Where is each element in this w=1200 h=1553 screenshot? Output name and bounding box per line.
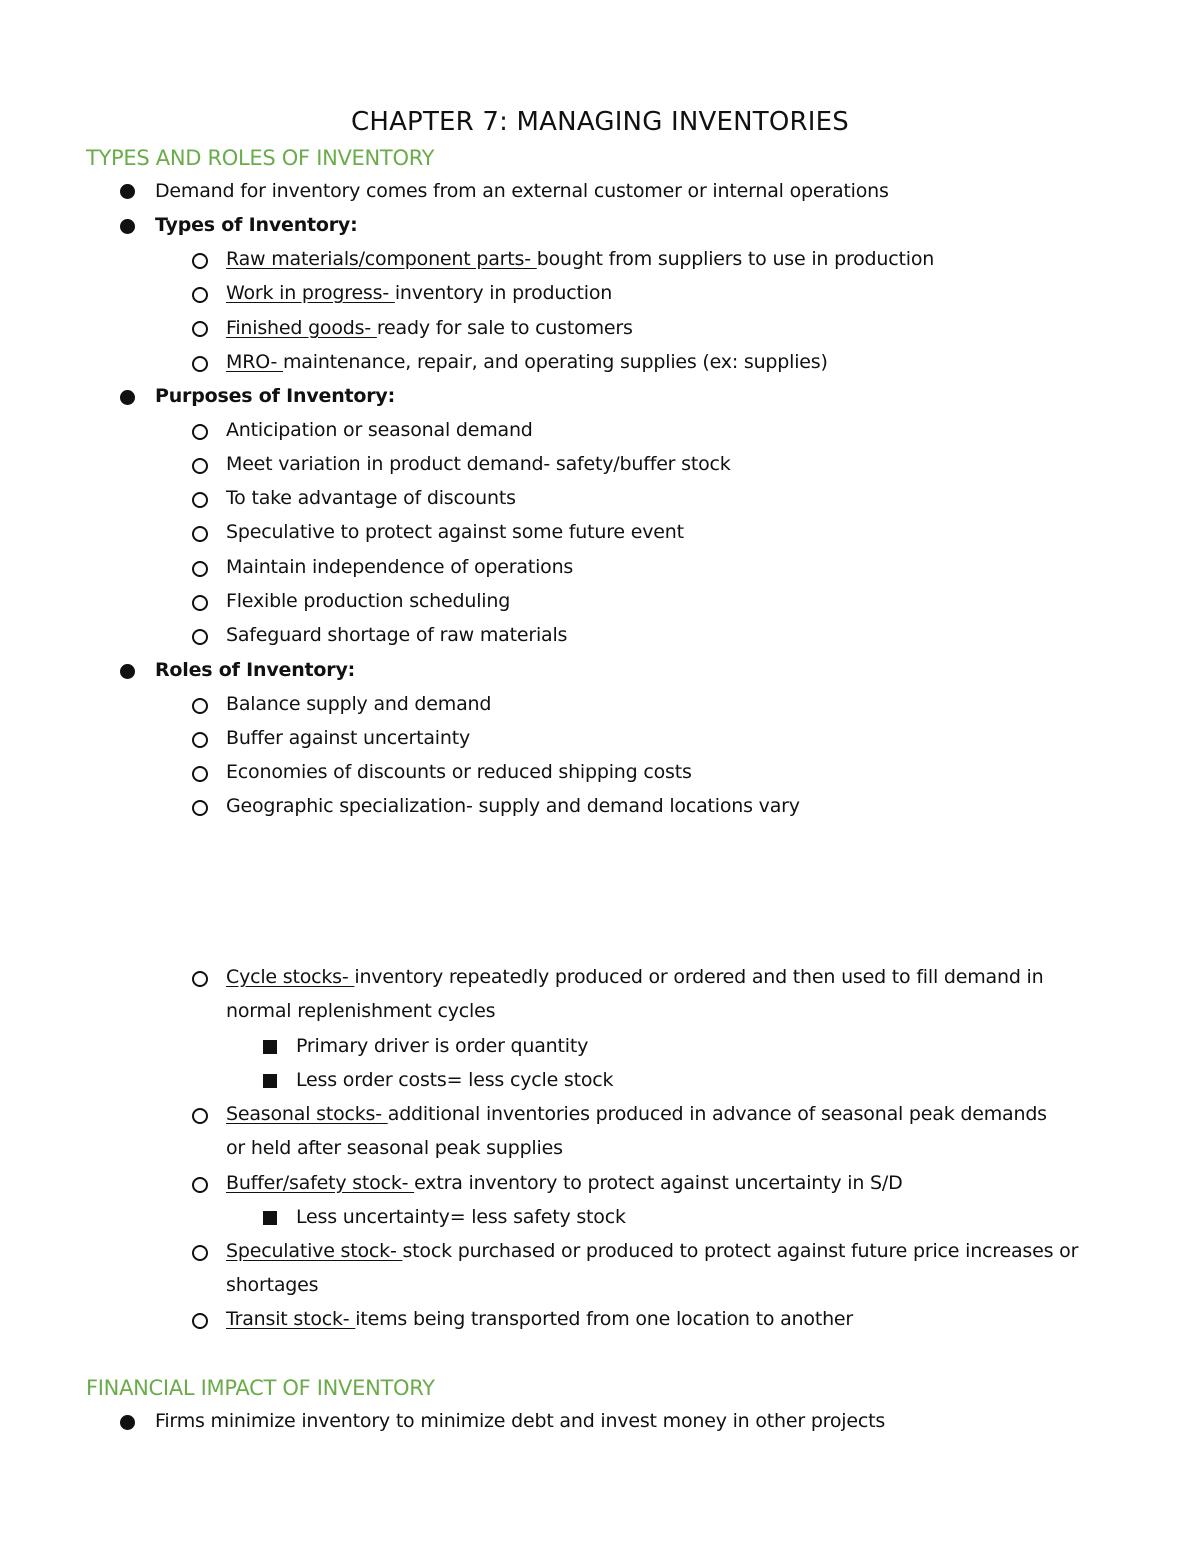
desc: additional inventories produced in advance of seasonal peak demands — [387, 1103, 1047, 1125]
list-item: Economies of discounts or reduced shipping costs — [226, 761, 692, 783]
bullet-icon — [120, 390, 135, 405]
list-item — [226, 348, 828, 376]
list-item: Buffer against uncertainty — [226, 727, 470, 749]
circle-bullet-icon — [192, 424, 208, 440]
bullet-icon — [120, 219, 135, 234]
desc: bought from suppliers to use in production — [536, 248, 935, 270]
circle-bullet-icon — [192, 356, 208, 372]
circle-bullet-icon — [192, 800, 208, 816]
circle-bullet-icon — [192, 766, 208, 782]
financial-bullet: Firms minimize inventory to minimize debt and invest money in other projects — [155, 1410, 886, 1432]
desc: inventory repeatedly produced or ordered and then used to fill demand in — [354, 966, 1044, 988]
desc: extra inventory to protect against uncertainty in S/D — [414, 1172, 903, 1194]
circle-bullet-icon — [192, 595, 208, 611]
list-item — [226, 279, 612, 307]
list-item-seasonal-stocks — [226, 1100, 1047, 1128]
list-item: Geographic specialization- supply and demand locations vary — [226, 795, 800, 817]
bullet-icon — [120, 664, 135, 679]
sub-list-item: Primary driver is order quantity — [296, 1035, 589, 1057]
circle-bullet-icon — [192, 561, 208, 577]
term: Work in progress- — [226, 282, 395, 304]
desc-continuation: or held after seasonal peak supplies — [226, 1137, 563, 1159]
circle-bullet-icon — [192, 698, 208, 714]
list-item: Speculative to protect against some future event — [226, 521, 684, 543]
desc: stock purchased or produced to protect against future price increases or — [402, 1240, 1079, 1262]
section-heading-financial: FINANCIAL IMPACT OF INVENTORY — [86, 1376, 435, 1400]
list-item: Balance supply and demand — [226, 693, 492, 715]
desc: maintenance, repair, and operating supplies (ex: supplies) — [282, 351, 828, 373]
circle-bullet-icon — [192, 1313, 208, 1329]
list-item-transit-stock — [226, 1305, 853, 1333]
page-title: CHAPTER 7: MANAGING INVENTORIES — [350, 107, 850, 137]
square-bullet-icon — [263, 1074, 277, 1088]
desc-continuation: normal replenishment cycles — [226, 1000, 496, 1022]
circle-bullet-icon — [192, 1108, 208, 1124]
term: Speculative stock- — [226, 1240, 403, 1262]
section-heading-types-roles: TYPES AND ROLES OF INVENTORY — [86, 146, 435, 170]
circle-bullet-icon — [192, 321, 208, 337]
list-item — [226, 314, 633, 342]
list-item-speculative-stock — [226, 1237, 1078, 1265]
desc: items being transported from one location to another — [355, 1308, 854, 1330]
term: Finished goods- — [226, 317, 377, 339]
list-item-cycle-stocks — [226, 963, 1043, 991]
term: Raw materials/component parts- — [226, 248, 537, 270]
square-bullet-icon — [263, 1040, 277, 1054]
circle-bullet-icon — [192, 458, 208, 474]
circle-bullet-icon — [192, 253, 208, 269]
circle-bullet-icon — [192, 732, 208, 748]
circle-bullet-icon — [192, 1177, 208, 1193]
circle-bullet-icon — [192, 971, 208, 987]
circle-bullet-icon — [192, 526, 208, 542]
circle-bullet-icon — [192, 492, 208, 508]
roles-label: Roles of Inventory: — [155, 659, 356, 681]
sub-list-item: Less uncertainty= less safety stock — [296, 1206, 626, 1228]
term: Transit stock- — [226, 1308, 356, 1330]
term: MRO- — [226, 351, 283, 373]
sub-list-item: Less order costs= less cycle stock — [296, 1069, 614, 1091]
list-item: To take advantage of discounts — [226, 487, 516, 509]
list-item: Safeguard shortage of raw materials — [226, 624, 568, 646]
desc-continuation: shortages — [226, 1274, 319, 1296]
demand-bullet: Demand for inventory comes from an external customer or internal operations — [155, 180, 889, 202]
term: Buffer/safety stock- — [226, 1172, 415, 1194]
list-item — [226, 245, 934, 273]
bullet-icon — [120, 184, 135, 199]
circle-bullet-icon — [192, 287, 208, 303]
purposes-label: Purposes of Inventory: — [155, 385, 396, 407]
desc: ready for sale to customers — [376, 317, 633, 339]
term: Cycle stocks- — [226, 966, 355, 988]
types-label: Types of Inventory: — [155, 214, 358, 236]
list-item-buffer-stock — [226, 1169, 903, 1197]
square-bullet-icon — [263, 1211, 277, 1225]
term: Seasonal stocks- — [226, 1103, 388, 1125]
list-item: Maintain independence of operations — [226, 556, 574, 578]
bullet-icon — [120, 1415, 135, 1430]
list-item: Anticipation or seasonal demand — [226, 419, 533, 441]
list-item: Meet variation in product demand- safety/buffer stock — [226, 453, 731, 475]
circle-bullet-icon — [192, 1245, 208, 1261]
list-item: Flexible production scheduling — [226, 590, 511, 612]
circle-bullet-icon — [192, 629, 208, 645]
desc: inventory in production — [394, 282, 613, 304]
